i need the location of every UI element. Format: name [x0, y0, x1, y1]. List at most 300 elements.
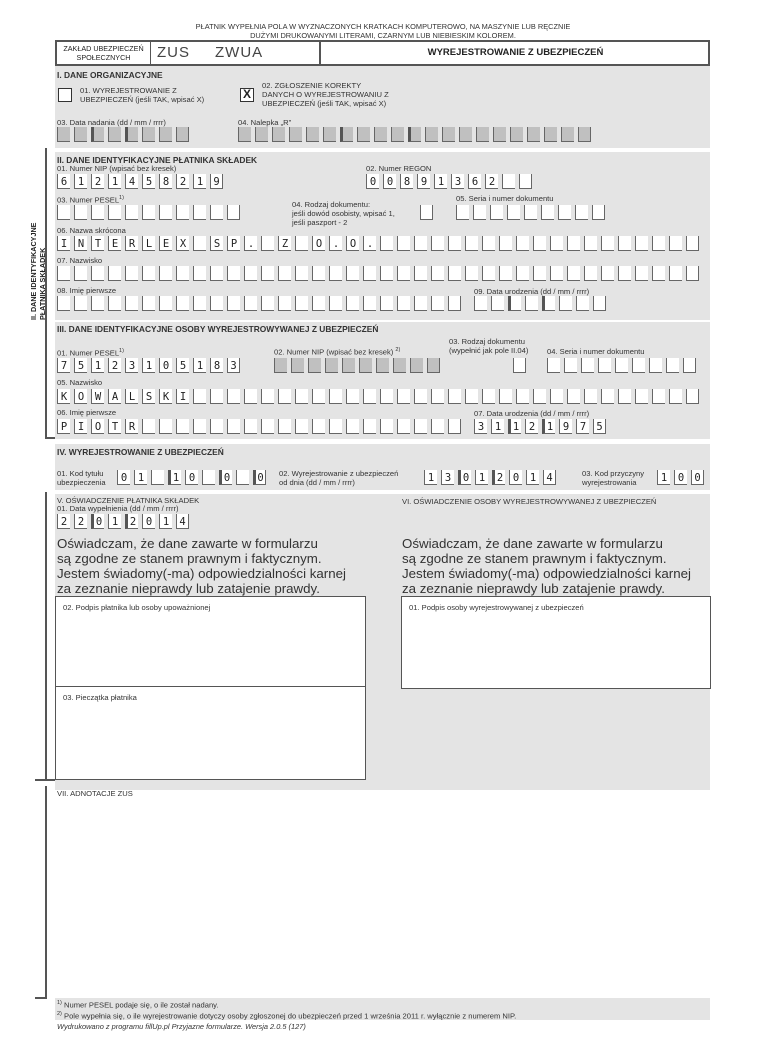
- char-cell[interactable]: [159, 205, 172, 220]
- char-cell[interactable]: [291, 358, 304, 373]
- char-cell[interactable]: [592, 205, 605, 220]
- char-cell[interactable]: T: [91, 236, 104, 251]
- payer-signature-box[interactable]: 02. Podpis płatnika lub osoby upoważnionej: [55, 596, 366, 689]
- char-cell[interactable]: [525, 296, 538, 311]
- char-cell[interactable]: P: [227, 236, 240, 251]
- char-cell[interactable]: 7: [57, 358, 70, 373]
- char-cell[interactable]: [575, 205, 588, 220]
- char-cell[interactable]: [176, 296, 189, 311]
- char-cell[interactable]: [669, 236, 682, 251]
- char-cell[interactable]: [236, 470, 249, 485]
- char-cell[interactable]: 0: [509, 470, 522, 485]
- char-cell[interactable]: [125, 127, 138, 142]
- char-cell[interactable]: [329, 266, 342, 281]
- char-cell[interactable]: S: [210, 236, 223, 251]
- char-cell[interactable]: [289, 127, 302, 142]
- char-cell[interactable]: 6: [57, 174, 70, 189]
- char-cell[interactable]: 5: [176, 358, 189, 373]
- char-cell[interactable]: 2: [108, 358, 121, 373]
- char-cell[interactable]: 1: [159, 514, 172, 529]
- char-cell[interactable]: [238, 127, 251, 142]
- char-cell[interactable]: [581, 358, 594, 373]
- char-cell[interactable]: [561, 127, 574, 142]
- char-cell[interactable]: [547, 358, 560, 373]
- char-cell[interactable]: [493, 127, 506, 142]
- char-cell[interactable]: 4: [176, 514, 189, 529]
- char-cell[interactable]: [482, 236, 495, 251]
- char-cell[interactable]: [618, 266, 631, 281]
- char-cell[interactable]: [499, 236, 512, 251]
- payer-surname-cells[interactable]: [57, 266, 703, 281]
- char-cell[interactable]: 2: [57, 514, 70, 529]
- char-cell[interactable]: 0: [142, 514, 155, 529]
- char-cell[interactable]: I: [176, 389, 189, 404]
- char-cell[interactable]: [295, 236, 308, 251]
- char-cell[interactable]: [176, 266, 189, 281]
- fill-date-cells[interactable]: [57, 514, 193, 529]
- char-cell[interactable]: N: [74, 236, 87, 251]
- char-cell[interactable]: 3: [474, 419, 487, 434]
- sticker-cells[interactable]: [238, 127, 595, 142]
- char-cell[interactable]: 4: [543, 470, 556, 485]
- char-cell[interactable]: [329, 389, 342, 404]
- char-cell[interactable]: [397, 236, 410, 251]
- char-cell[interactable]: [393, 358, 406, 373]
- char-cell[interactable]: [363, 296, 376, 311]
- char-cell[interactable]: 0: [366, 174, 379, 189]
- char-cell[interactable]: 3: [125, 358, 138, 373]
- char-cell[interactable]: [490, 205, 503, 220]
- char-cell[interactable]: [427, 358, 440, 373]
- char-cell[interactable]: [524, 205, 537, 220]
- char-cell[interactable]: [516, 389, 529, 404]
- char-cell[interactable]: 0: [674, 470, 687, 485]
- char-cell[interactable]: [346, 389, 359, 404]
- char-cell[interactable]: [408, 127, 421, 142]
- char-cell[interactable]: [598, 358, 611, 373]
- char-cell[interactable]: [74, 266, 87, 281]
- char-cell[interactable]: [584, 266, 597, 281]
- char-cell[interactable]: 2: [492, 470, 505, 485]
- char-cell[interactable]: [584, 236, 597, 251]
- char-cell[interactable]: [550, 236, 563, 251]
- char-cell[interactable]: [635, 236, 648, 251]
- char-cell[interactable]: [227, 205, 240, 220]
- char-cell[interactable]: L: [125, 389, 138, 404]
- char-cell[interactable]: 1: [193, 174, 206, 189]
- char-cell[interactable]: [414, 389, 427, 404]
- char-cell[interactable]: 0: [117, 470, 130, 485]
- char-cell[interactable]: [465, 389, 478, 404]
- char-cell[interactable]: [244, 389, 257, 404]
- char-cell[interactable]: [74, 205, 87, 220]
- char-cell[interactable]: [108, 127, 121, 142]
- payer-nip-cells[interactable]: [57, 174, 227, 189]
- char-cell[interactable]: 1: [424, 470, 437, 485]
- char-cell[interactable]: [499, 389, 512, 404]
- char-cell[interactable]: 0: [219, 470, 232, 485]
- char-cell[interactable]: O: [312, 236, 325, 251]
- char-cell[interactable]: 0: [159, 358, 172, 373]
- char-cell[interactable]: 0: [691, 470, 704, 485]
- payer-short-name-cells[interactable]: [57, 236, 703, 251]
- char-cell[interactable]: 1: [134, 470, 147, 485]
- char-cell[interactable]: [533, 236, 546, 251]
- char-cell[interactable]: [142, 127, 155, 142]
- char-cell[interactable]: [142, 296, 155, 311]
- char-cell[interactable]: .: [363, 236, 376, 251]
- payer-stamp-box[interactable]: 03. Pieczątka płatnika: [55, 686, 366, 780]
- char-cell[interactable]: [202, 470, 215, 485]
- char-cell[interactable]: [567, 266, 580, 281]
- char-cell[interactable]: 1: [142, 358, 155, 373]
- char-cell[interactable]: [414, 296, 427, 311]
- char-cell[interactable]: [686, 266, 699, 281]
- char-cell[interactable]: P: [57, 419, 70, 434]
- char-cell[interactable]: [57, 296, 70, 311]
- char-cell[interactable]: [312, 266, 325, 281]
- char-cell[interactable]: [125, 205, 138, 220]
- char-cell[interactable]: 2: [525, 419, 538, 434]
- char-cell[interactable]: [473, 205, 486, 220]
- payer-doc-series-cells[interactable]: [456, 205, 609, 220]
- char-cell[interactable]: 0: [458, 470, 471, 485]
- char-cell[interactable]: K: [159, 389, 172, 404]
- insured-firstname-cells[interactable]: [57, 419, 465, 434]
- char-cell[interactable]: [519, 174, 532, 189]
- insured-doc-series-cells[interactable]: [547, 358, 700, 373]
- char-cell[interactable]: [567, 236, 580, 251]
- char-cell[interactable]: 9: [559, 419, 572, 434]
- char-cell[interactable]: [516, 236, 529, 251]
- char-cell[interactable]: Z: [278, 236, 291, 251]
- char-cell[interactable]: [210, 205, 223, 220]
- char-cell[interactable]: 5: [593, 419, 606, 434]
- char-cell[interactable]: 1: [526, 470, 539, 485]
- char-cell[interactable]: [410, 358, 423, 373]
- char-cell[interactable]: [125, 296, 138, 311]
- char-cell[interactable]: 1: [434, 174, 447, 189]
- char-cell[interactable]: [227, 389, 240, 404]
- char-cell[interactable]: 0: [253, 470, 266, 485]
- char-cell[interactable]: [346, 296, 359, 311]
- char-cell[interactable]: [533, 389, 546, 404]
- char-cell[interactable]: [601, 266, 614, 281]
- char-cell[interactable]: [474, 296, 487, 311]
- char-cell[interactable]: [376, 358, 389, 373]
- char-cell[interactable]: [635, 266, 648, 281]
- char-cell[interactable]: [210, 419, 223, 434]
- char-cell[interactable]: 1: [108, 174, 121, 189]
- char-cell[interactable]: [359, 358, 372, 373]
- char-cell[interactable]: [363, 266, 376, 281]
- char-cell[interactable]: [108, 266, 121, 281]
- char-cell[interactable]: [159, 419, 172, 434]
- char-cell[interactable]: [159, 127, 172, 142]
- char-cell[interactable]: [686, 389, 699, 404]
- payer-pesel-cells[interactable]: [57, 205, 244, 220]
- char-cell[interactable]: [666, 358, 679, 373]
- char-cell[interactable]: 2: [74, 514, 87, 529]
- char-cell[interactable]: [476, 127, 489, 142]
- char-cell[interactable]: [261, 419, 274, 434]
- char-cell[interactable]: 1: [475, 470, 488, 485]
- char-cell[interactable]: [295, 389, 308, 404]
- char-cell[interactable]: 1: [74, 174, 87, 189]
- char-cell[interactable]: 6: [468, 174, 481, 189]
- char-cell[interactable]: E: [159, 236, 172, 251]
- char-cell[interactable]: T: [108, 419, 121, 434]
- char-cell[interactable]: [274, 358, 287, 373]
- char-cell[interactable]: [482, 389, 495, 404]
- char-cell[interactable]: [431, 266, 444, 281]
- char-cell[interactable]: O: [346, 236, 359, 251]
- char-cell[interactable]: 7: [576, 419, 589, 434]
- char-cell[interactable]: [465, 266, 478, 281]
- char-cell[interactable]: [125, 266, 138, 281]
- char-cell[interactable]: [193, 296, 206, 311]
- char-cell[interactable]: [558, 205, 571, 220]
- char-cell[interactable]: 2: [176, 174, 189, 189]
- char-cell[interactable]: [567, 389, 580, 404]
- char-cell[interactable]: [459, 127, 472, 142]
- char-cell[interactable]: [176, 205, 189, 220]
- char-cell[interactable]: [312, 389, 325, 404]
- char-cell[interactable]: [601, 389, 614, 404]
- char-cell[interactable]: 1: [193, 358, 206, 373]
- char-cell[interactable]: [193, 236, 206, 251]
- insured-doc-type-cell[interactable]: [513, 358, 530, 373]
- char-cell[interactable]: [244, 266, 257, 281]
- char-cell[interactable]: [510, 127, 523, 142]
- char-cell[interactable]: 2: [91, 174, 104, 189]
- char-cell[interactable]: [278, 389, 291, 404]
- char-cell[interactable]: [425, 127, 438, 142]
- char-cell[interactable]: 0: [185, 470, 198, 485]
- char-cell[interactable]: .: [329, 236, 342, 251]
- char-cell[interactable]: [193, 266, 206, 281]
- char-cell[interactable]: [380, 296, 393, 311]
- char-cell[interactable]: 0: [383, 174, 396, 189]
- payer-firstname-cells[interactable]: [57, 296, 465, 311]
- char-cell[interactable]: 8: [210, 358, 223, 373]
- char-cell[interactable]: [329, 419, 342, 434]
- char-cell[interactable]: [578, 127, 591, 142]
- char-cell[interactable]: [278, 296, 291, 311]
- char-cell[interactable]: [108, 205, 121, 220]
- char-cell[interactable]: R: [125, 236, 138, 251]
- deregistration-date-cells[interactable]: [424, 470, 560, 485]
- char-cell[interactable]: [391, 127, 404, 142]
- char-cell[interactable]: [325, 358, 338, 373]
- char-cell[interactable]: I: [57, 236, 70, 251]
- char-cell[interactable]: [618, 389, 631, 404]
- char-cell[interactable]: R: [125, 419, 138, 434]
- char-cell[interactable]: X: [176, 236, 189, 251]
- char-cell[interactable]: [397, 296, 410, 311]
- char-cell[interactable]: [244, 296, 257, 311]
- char-cell[interactable]: [544, 127, 557, 142]
- char-cell[interactable]: [683, 358, 696, 373]
- char-cell[interactable]: [193, 389, 206, 404]
- char-cell[interactable]: [431, 419, 444, 434]
- char-cell[interactable]: [295, 266, 308, 281]
- char-cell[interactable]: [669, 389, 682, 404]
- char-cell[interactable]: [108, 296, 121, 311]
- char-cell[interactable]: 1: [508, 419, 521, 434]
- char-cell[interactable]: [74, 127, 87, 142]
- char-cell[interactable]: [151, 470, 164, 485]
- char-cell[interactable]: [491, 296, 504, 311]
- dispatch-date-cells[interactable]: [57, 127, 193, 142]
- char-cell[interactable]: L: [142, 236, 155, 251]
- char-cell[interactable]: [91, 266, 104, 281]
- char-cell[interactable]: [632, 358, 645, 373]
- char-cell[interactable]: [329, 296, 342, 311]
- char-cell[interactable]: [564, 358, 577, 373]
- cell[interactable]: [513, 358, 526, 373]
- char-cell[interactable]: [261, 236, 274, 251]
- char-cell[interactable]: [448, 236, 461, 251]
- char-cell[interactable]: [431, 389, 444, 404]
- char-cell[interactable]: O: [91, 419, 104, 434]
- checkbox-deregistration[interactable]: [58, 88, 72, 102]
- char-cell[interactable]: [542, 296, 555, 311]
- char-cell[interactable]: [176, 127, 189, 142]
- char-cell[interactable]: [261, 266, 274, 281]
- char-cell[interactable]: [308, 358, 321, 373]
- char-cell[interactable]: [255, 127, 268, 142]
- cell[interactable]: [420, 205, 433, 220]
- char-cell[interactable]: [649, 358, 662, 373]
- char-cell[interactable]: 2: [125, 514, 138, 529]
- char-cell[interactable]: [57, 266, 70, 281]
- char-cell[interactable]: [652, 266, 665, 281]
- char-cell[interactable]: [652, 236, 665, 251]
- char-cell[interactable]: [516, 266, 529, 281]
- char-cell[interactable]: [448, 419, 461, 434]
- char-cell[interactable]: [652, 389, 665, 404]
- char-cell[interactable]: [414, 266, 427, 281]
- char-cell[interactable]: [295, 296, 308, 311]
- char-cell[interactable]: [593, 296, 606, 311]
- char-cell[interactable]: [244, 419, 257, 434]
- char-cell[interactable]: 5: [74, 358, 87, 373]
- char-cell[interactable]: [397, 389, 410, 404]
- char-cell[interactable]: [397, 419, 410, 434]
- char-cell[interactable]: [618, 236, 631, 251]
- char-cell[interactable]: [482, 266, 495, 281]
- char-cell[interactable]: [159, 266, 172, 281]
- char-cell[interactable]: 1: [108, 514, 121, 529]
- char-cell[interactable]: [508, 296, 521, 311]
- char-cell[interactable]: [227, 266, 240, 281]
- char-cell[interactable]: [397, 266, 410, 281]
- char-cell[interactable]: [442, 127, 455, 142]
- char-cell[interactable]: [431, 236, 444, 251]
- insured-nip-cells[interactable]: [274, 358, 444, 373]
- char-cell[interactable]: [414, 236, 427, 251]
- char-cell[interactable]: 9: [210, 174, 223, 189]
- char-cell[interactable]: 1: [657, 470, 670, 485]
- char-cell[interactable]: [448, 389, 461, 404]
- insurance-code-cells[interactable]: [117, 470, 270, 485]
- char-cell[interactable]: [295, 419, 308, 434]
- char-cell[interactable]: [615, 358, 628, 373]
- char-cell[interactable]: [380, 419, 393, 434]
- char-cell[interactable]: K: [57, 389, 70, 404]
- char-cell[interactable]: [227, 296, 240, 311]
- char-cell[interactable]: [261, 389, 274, 404]
- char-cell[interactable]: [533, 266, 546, 281]
- checkbox-correction[interactable]: X: [240, 88, 254, 102]
- char-cell[interactable]: [448, 266, 461, 281]
- char-cell[interactable]: O: [74, 389, 87, 404]
- char-cell[interactable]: [363, 419, 376, 434]
- char-cell[interactable]: [346, 419, 359, 434]
- char-cell[interactable]: [312, 296, 325, 311]
- char-cell[interactable]: [380, 236, 393, 251]
- char-cell[interactable]: [448, 296, 461, 311]
- char-cell[interactable]: [527, 127, 540, 142]
- char-cell[interactable]: [193, 205, 206, 220]
- char-cell[interactable]: W: [91, 389, 104, 404]
- char-cell[interactable]: 3: [227, 358, 240, 373]
- char-cell[interactable]: [380, 266, 393, 281]
- char-cell[interactable]: [507, 205, 520, 220]
- char-cell[interactable]: 0: [91, 514, 104, 529]
- char-cell[interactable]: [465, 236, 478, 251]
- char-cell[interactable]: 8: [400, 174, 413, 189]
- char-cell[interactable]: [576, 296, 589, 311]
- char-cell[interactable]: S: [142, 389, 155, 404]
- char-cell[interactable]: [142, 419, 155, 434]
- insured-pesel-cells[interactable]: [57, 358, 244, 373]
- char-cell[interactable]: [91, 205, 104, 220]
- char-cell[interactable]: 5: [142, 174, 155, 189]
- char-cell[interactable]: [380, 389, 393, 404]
- insured-birth-cells[interactable]: [474, 419, 610, 434]
- char-cell[interactable]: [210, 266, 223, 281]
- char-cell[interactable]: [502, 174, 515, 189]
- char-cell[interactable]: [57, 127, 70, 142]
- char-cell[interactable]: [323, 127, 336, 142]
- char-cell[interactable]: [306, 127, 319, 142]
- reason-code-cells[interactable]: [657, 470, 708, 485]
- char-cell[interactable]: [431, 296, 444, 311]
- payer-regon-cells[interactable]: [366, 174, 536, 189]
- char-cell[interactable]: [312, 419, 325, 434]
- char-cell[interactable]: [357, 127, 370, 142]
- char-cell[interactable]: [176, 419, 189, 434]
- char-cell[interactable]: [227, 419, 240, 434]
- payer-birth-cells[interactable]: [474, 296, 610, 311]
- char-cell[interactable]: [340, 127, 353, 142]
- char-cell[interactable]: 9: [417, 174, 430, 189]
- char-cell[interactable]: [210, 389, 223, 404]
- char-cell[interactable]: 3: [441, 470, 454, 485]
- char-cell[interactable]: [499, 266, 512, 281]
- char-cell[interactable]: [278, 266, 291, 281]
- char-cell[interactable]: [686, 236, 699, 251]
- char-cell[interactable]: [550, 389, 563, 404]
- char-cell[interactable]: [669, 266, 682, 281]
- char-cell[interactable]: [346, 266, 359, 281]
- char-cell[interactable]: [550, 266, 563, 281]
- char-cell[interactable]: [272, 127, 285, 142]
- char-cell[interactable]: [210, 296, 223, 311]
- char-cell[interactable]: [363, 389, 376, 404]
